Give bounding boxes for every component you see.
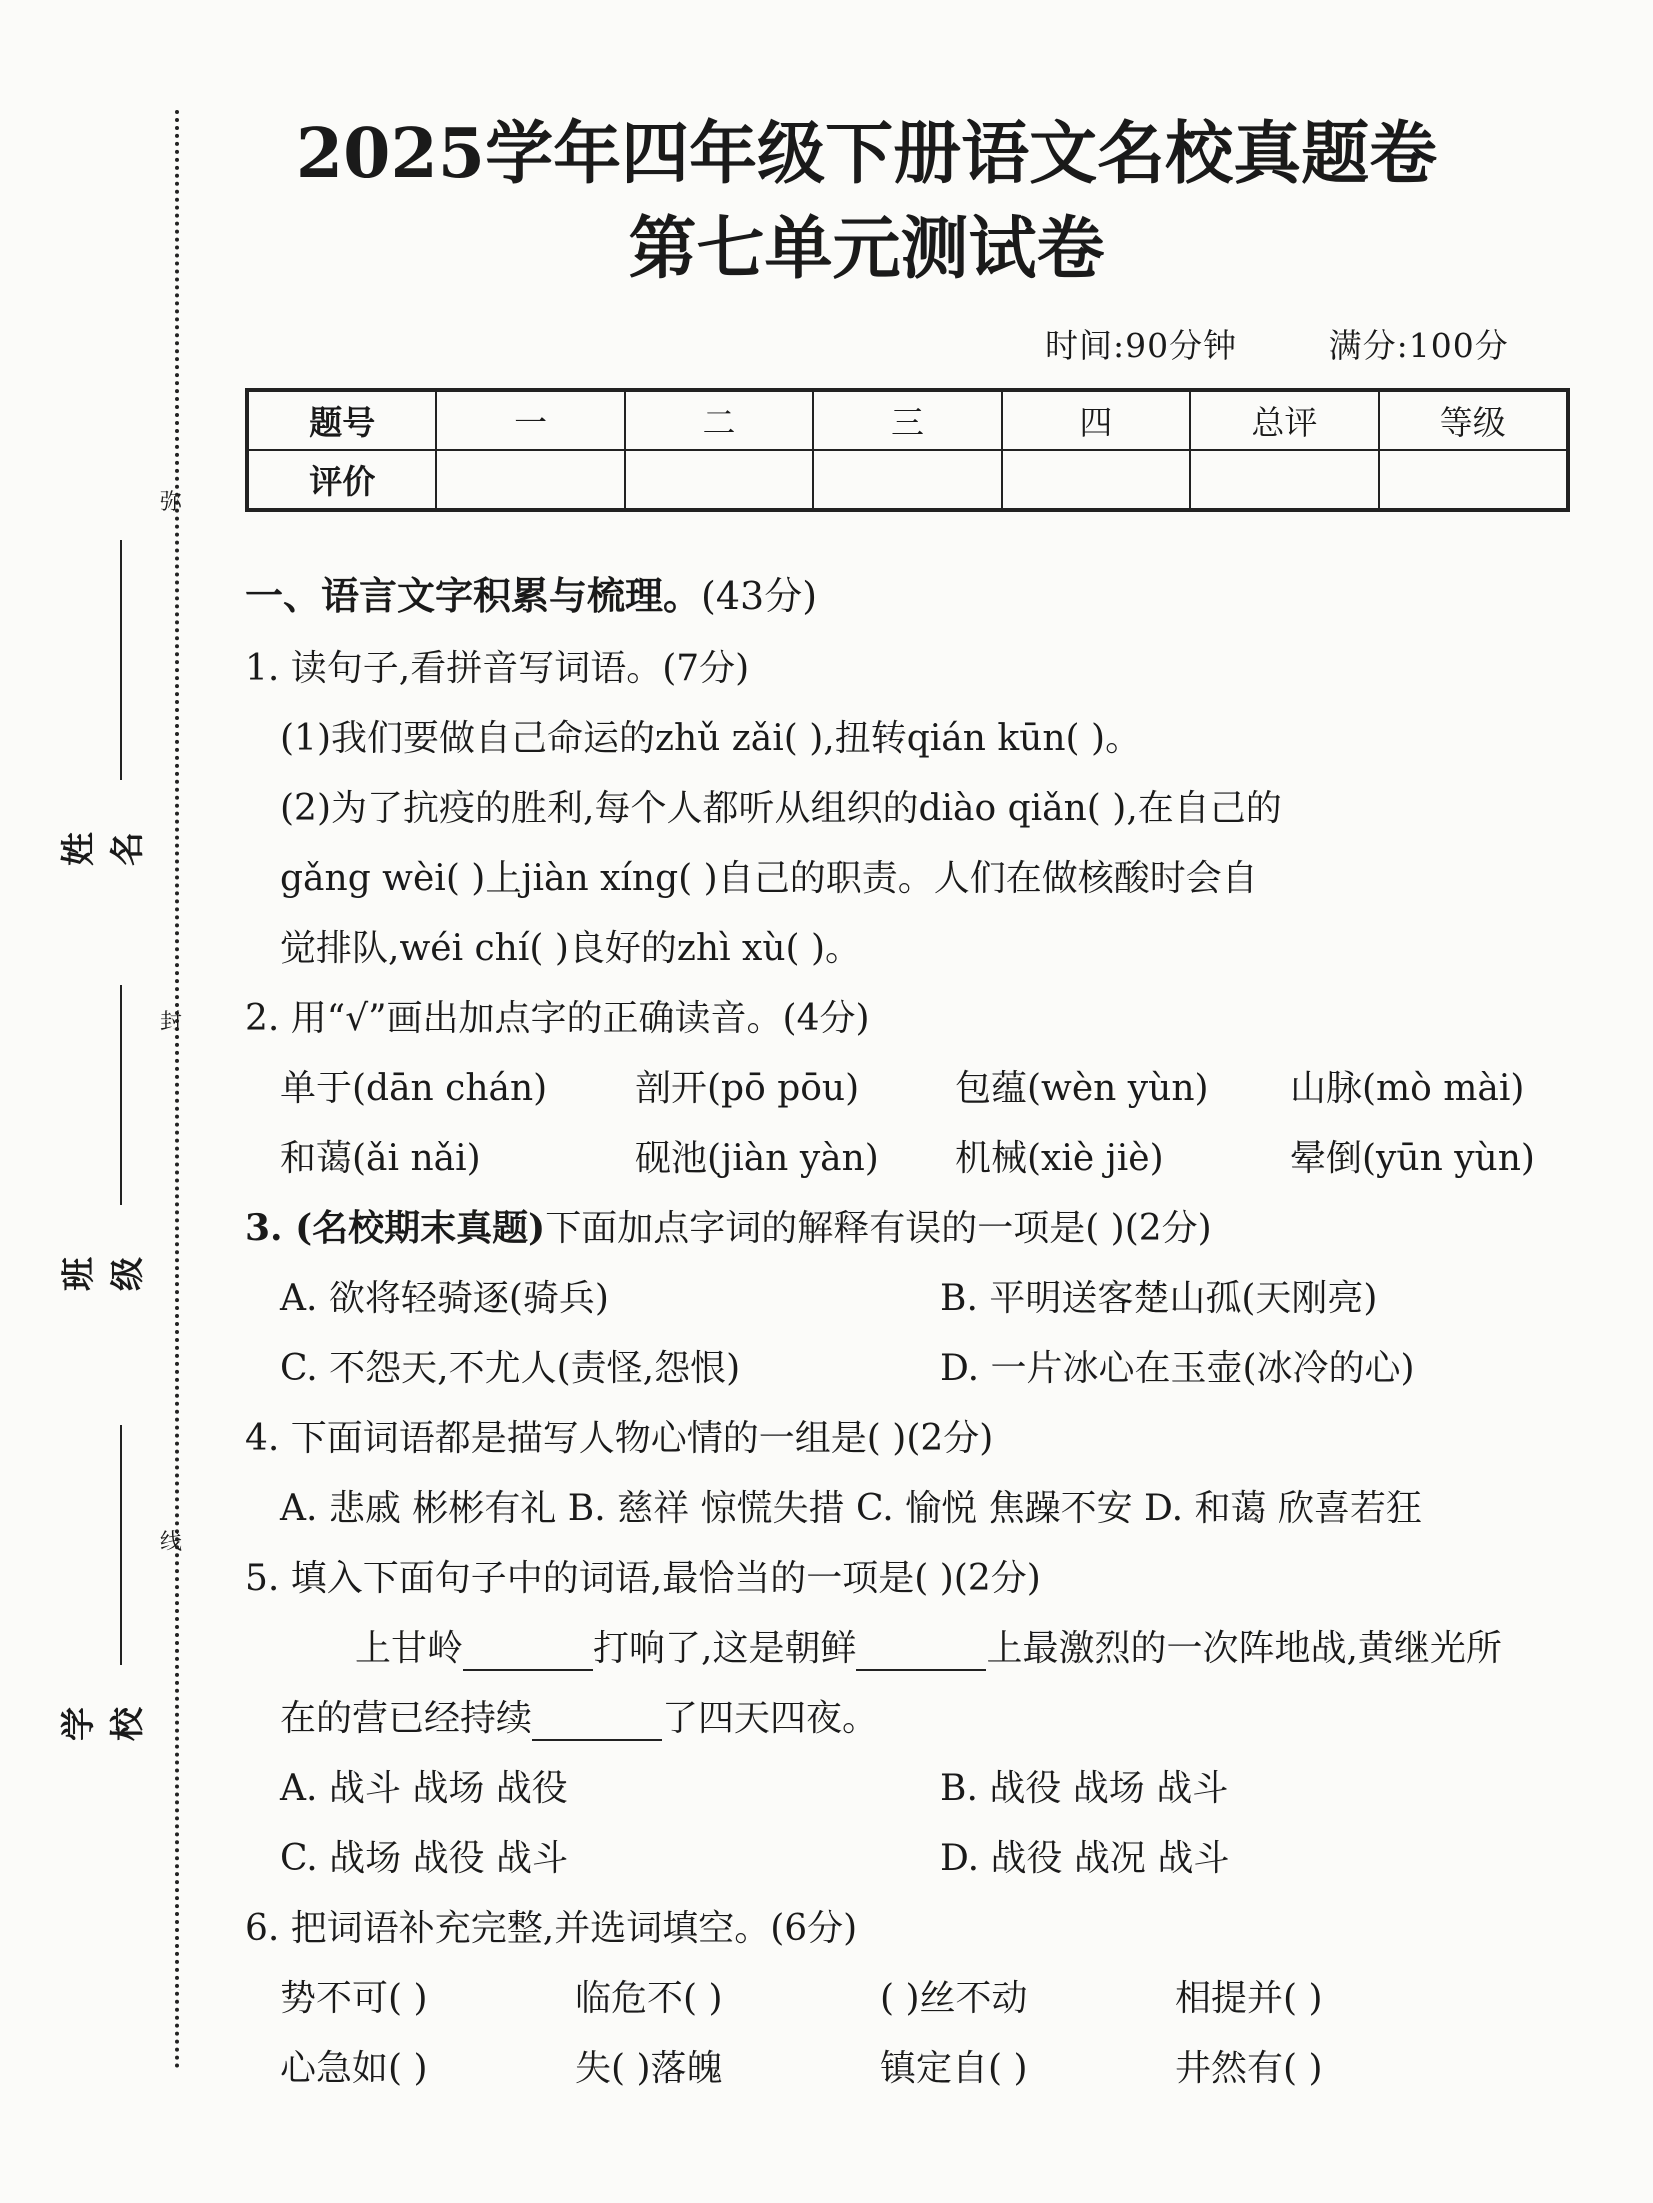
score-header-cell: 等级 xyxy=(1379,390,1568,450)
q2-item[interactable]: 单于(dān chán) xyxy=(280,1068,548,1109)
score-eval-cell[interactable] xyxy=(436,450,624,510)
q6-item[interactable]: 井然有( ) xyxy=(1175,2048,1323,2089)
q2-item[interactable]: 剖开(pō pōu) xyxy=(635,1068,860,1109)
q1-line-2[interactable]: (2)为了抗疫的胜利,每个人都听从组织的diào qiǎn( ),在自己的 xyxy=(280,788,1282,829)
name-underline xyxy=(120,540,122,780)
school-field[interactable] xyxy=(59,1425,148,1765)
q4-options[interactable]: A. 悲戚 彬彬有礼 B. 慈祥 惊慌失措 C. 愉悦 焦躁不安 D. 和蔼 欣喜若狂 xyxy=(280,1488,1422,1529)
q1-stem: 1. 读句子,看拼音写词语。(7分) xyxy=(245,648,750,689)
exam-full-score: 满分:100分 xyxy=(1328,326,1509,365)
q5-text: 上最激烈的一次阵地战,黄继光所 xyxy=(986,1628,1502,1669)
class-underline xyxy=(120,985,122,1205)
score-header-cell: 二 xyxy=(625,390,813,450)
q5-sentence-line-2 xyxy=(280,1690,878,1741)
q2-item[interactable]: 砚池(jiàn yàn) xyxy=(635,1138,879,1179)
q5-text: 在的营已经持续 xyxy=(280,1698,533,1739)
score-header-cell: 三 xyxy=(813,390,1001,450)
q4-stem: 4. 下面词语都是描写人物心情的一组是( )(2分) xyxy=(245,1418,994,1459)
q6-item[interactable]: 失( )落魄 xyxy=(575,2048,723,2089)
q6-item[interactable]: 临危不( ) xyxy=(575,1978,723,2019)
q2-item[interactable]: 和蔼(ǎi nǎi) xyxy=(280,1138,481,1179)
q6-item[interactable]: ( )丝不动 xyxy=(880,1978,1028,2019)
score-header-cell: 一 xyxy=(436,390,624,450)
q6-stem: 6. 把词语补充完整,并选词填空。(6分) xyxy=(245,1908,858,1949)
q3-option-d[interactable]: D. 一片冰心在玉壶(冰冷的心) xyxy=(940,1348,1415,1389)
q6-item[interactable]: 势不可( ) xyxy=(280,1978,428,2019)
class-label: 班级 xyxy=(59,1257,148,1291)
q3-stem xyxy=(245,1200,1212,1251)
school-underline xyxy=(120,1425,122,1665)
q2-item[interactable]: 包蕴(wèn yùn) xyxy=(955,1068,1209,1109)
q5-option-a[interactable]: A. 战斗 战场 战役 xyxy=(280,1768,568,1809)
q1-line-3[interactable]: gǎng wèi( )上jiàn xíng( )自己的职责。人们在做核酸时会自 xyxy=(280,858,1258,899)
q5-blank[interactable] xyxy=(463,1639,593,1671)
score-table-header-row xyxy=(247,390,1568,450)
q5-option-b[interactable]: B. 战役 战场 战斗 xyxy=(940,1768,1229,1809)
section-1-points: (43分) xyxy=(701,574,818,618)
section-1-label: 一、语言文字积累与梳理。 xyxy=(245,573,702,618)
q2-item[interactable]: 机械(xiè jiè) xyxy=(955,1138,1164,1179)
score-eval-cell[interactable] xyxy=(813,450,1001,510)
exam-time: 时间:90分钟 xyxy=(1045,326,1238,365)
score-eval-cell[interactable] xyxy=(1002,450,1190,510)
name-label: 姓名 xyxy=(59,832,148,866)
q5-text: 了四天四夜。 xyxy=(662,1698,879,1739)
q3-option-c[interactable]: C. 不怨天,不尤人(责怪,怨恨) xyxy=(280,1348,741,1389)
q2-item[interactable]: 晕倒(yūn yùn) xyxy=(1290,1138,1535,1179)
q5-text: 上甘岭 xyxy=(355,1628,464,1669)
q3-option-b[interactable]: B. 平明送客楚山孤(天刚亮) xyxy=(940,1278,1378,1319)
q5-sentence-line-1 xyxy=(355,1620,1502,1671)
q5-blank[interactable] xyxy=(856,1639,986,1671)
score-eval-cell[interactable] xyxy=(625,450,813,510)
score-eval-label: 评价 xyxy=(247,450,436,510)
score-eval-cell[interactable] xyxy=(1379,450,1568,510)
q1-line-4[interactable]: 觉排队,wéi chí( )良好的zhì xù( )。 xyxy=(280,928,862,969)
class-field[interactable] xyxy=(59,985,148,1325)
name-field[interactable] xyxy=(59,540,148,900)
q5-blank[interactable] xyxy=(532,1709,662,1741)
page-title: 2025学年四年级下册语文名校真题卷 xyxy=(295,114,1438,194)
school-label: 学校 xyxy=(59,1707,148,1741)
score-header-cell: 四 xyxy=(1002,390,1190,450)
q3-option-a[interactable]: A. 欲将轻骑逐(骑兵) xyxy=(280,1278,609,1319)
q5-text: 打响了,这是朝鲜 xyxy=(593,1628,857,1669)
q5-option-d[interactable]: D. 战役 战况 战斗 xyxy=(940,1838,1230,1879)
q6-item[interactable]: 镇定自( ) xyxy=(880,2048,1028,2089)
q2-stem: 2. 用“√”画出加点字的正确读音。(4分) xyxy=(245,998,870,1039)
exam-meta xyxy=(1045,320,1509,367)
q1-line-1[interactable]: (1)我们要做自己命运的zhǔ zǎi( ),扭转qián kūn( )。 xyxy=(280,718,1142,759)
q5-stem: 5. 填入下面句子中的词语,最恰当的一项是( )(2分) xyxy=(245,1558,1041,1599)
binding-dotted-line xyxy=(175,110,179,2070)
page-subtitle: 第七单元测试卷 xyxy=(628,209,1105,289)
q5-option-c[interactable]: C. 战场 战役 战斗 xyxy=(280,1838,569,1879)
q3-tag: 3. (名校期末真题) xyxy=(245,1207,546,1249)
score-table xyxy=(245,388,1570,512)
q3-text: 下面加点字词的解释有误的一项是( )(2分) xyxy=(545,1208,1212,1249)
q6-item[interactable]: 心急如( ) xyxy=(280,2048,428,2089)
margin-mark-mi: 弥 xyxy=(160,490,183,515)
score-header-cell: 总评 xyxy=(1190,390,1378,450)
margin-mark-feng: 封 xyxy=(160,1010,183,1035)
score-eval-cell[interactable] xyxy=(1190,450,1378,510)
q6-item[interactable]: 相提并( ) xyxy=(1175,1978,1323,2019)
q2-item[interactable]: 山脉(mò mài) xyxy=(1290,1068,1525,1109)
score-header-cell: 题号 xyxy=(247,390,436,450)
margin-mark-xian: 线 xyxy=(160,1530,183,1555)
score-table-eval-row xyxy=(247,450,1568,510)
section-1-title xyxy=(245,565,817,620)
